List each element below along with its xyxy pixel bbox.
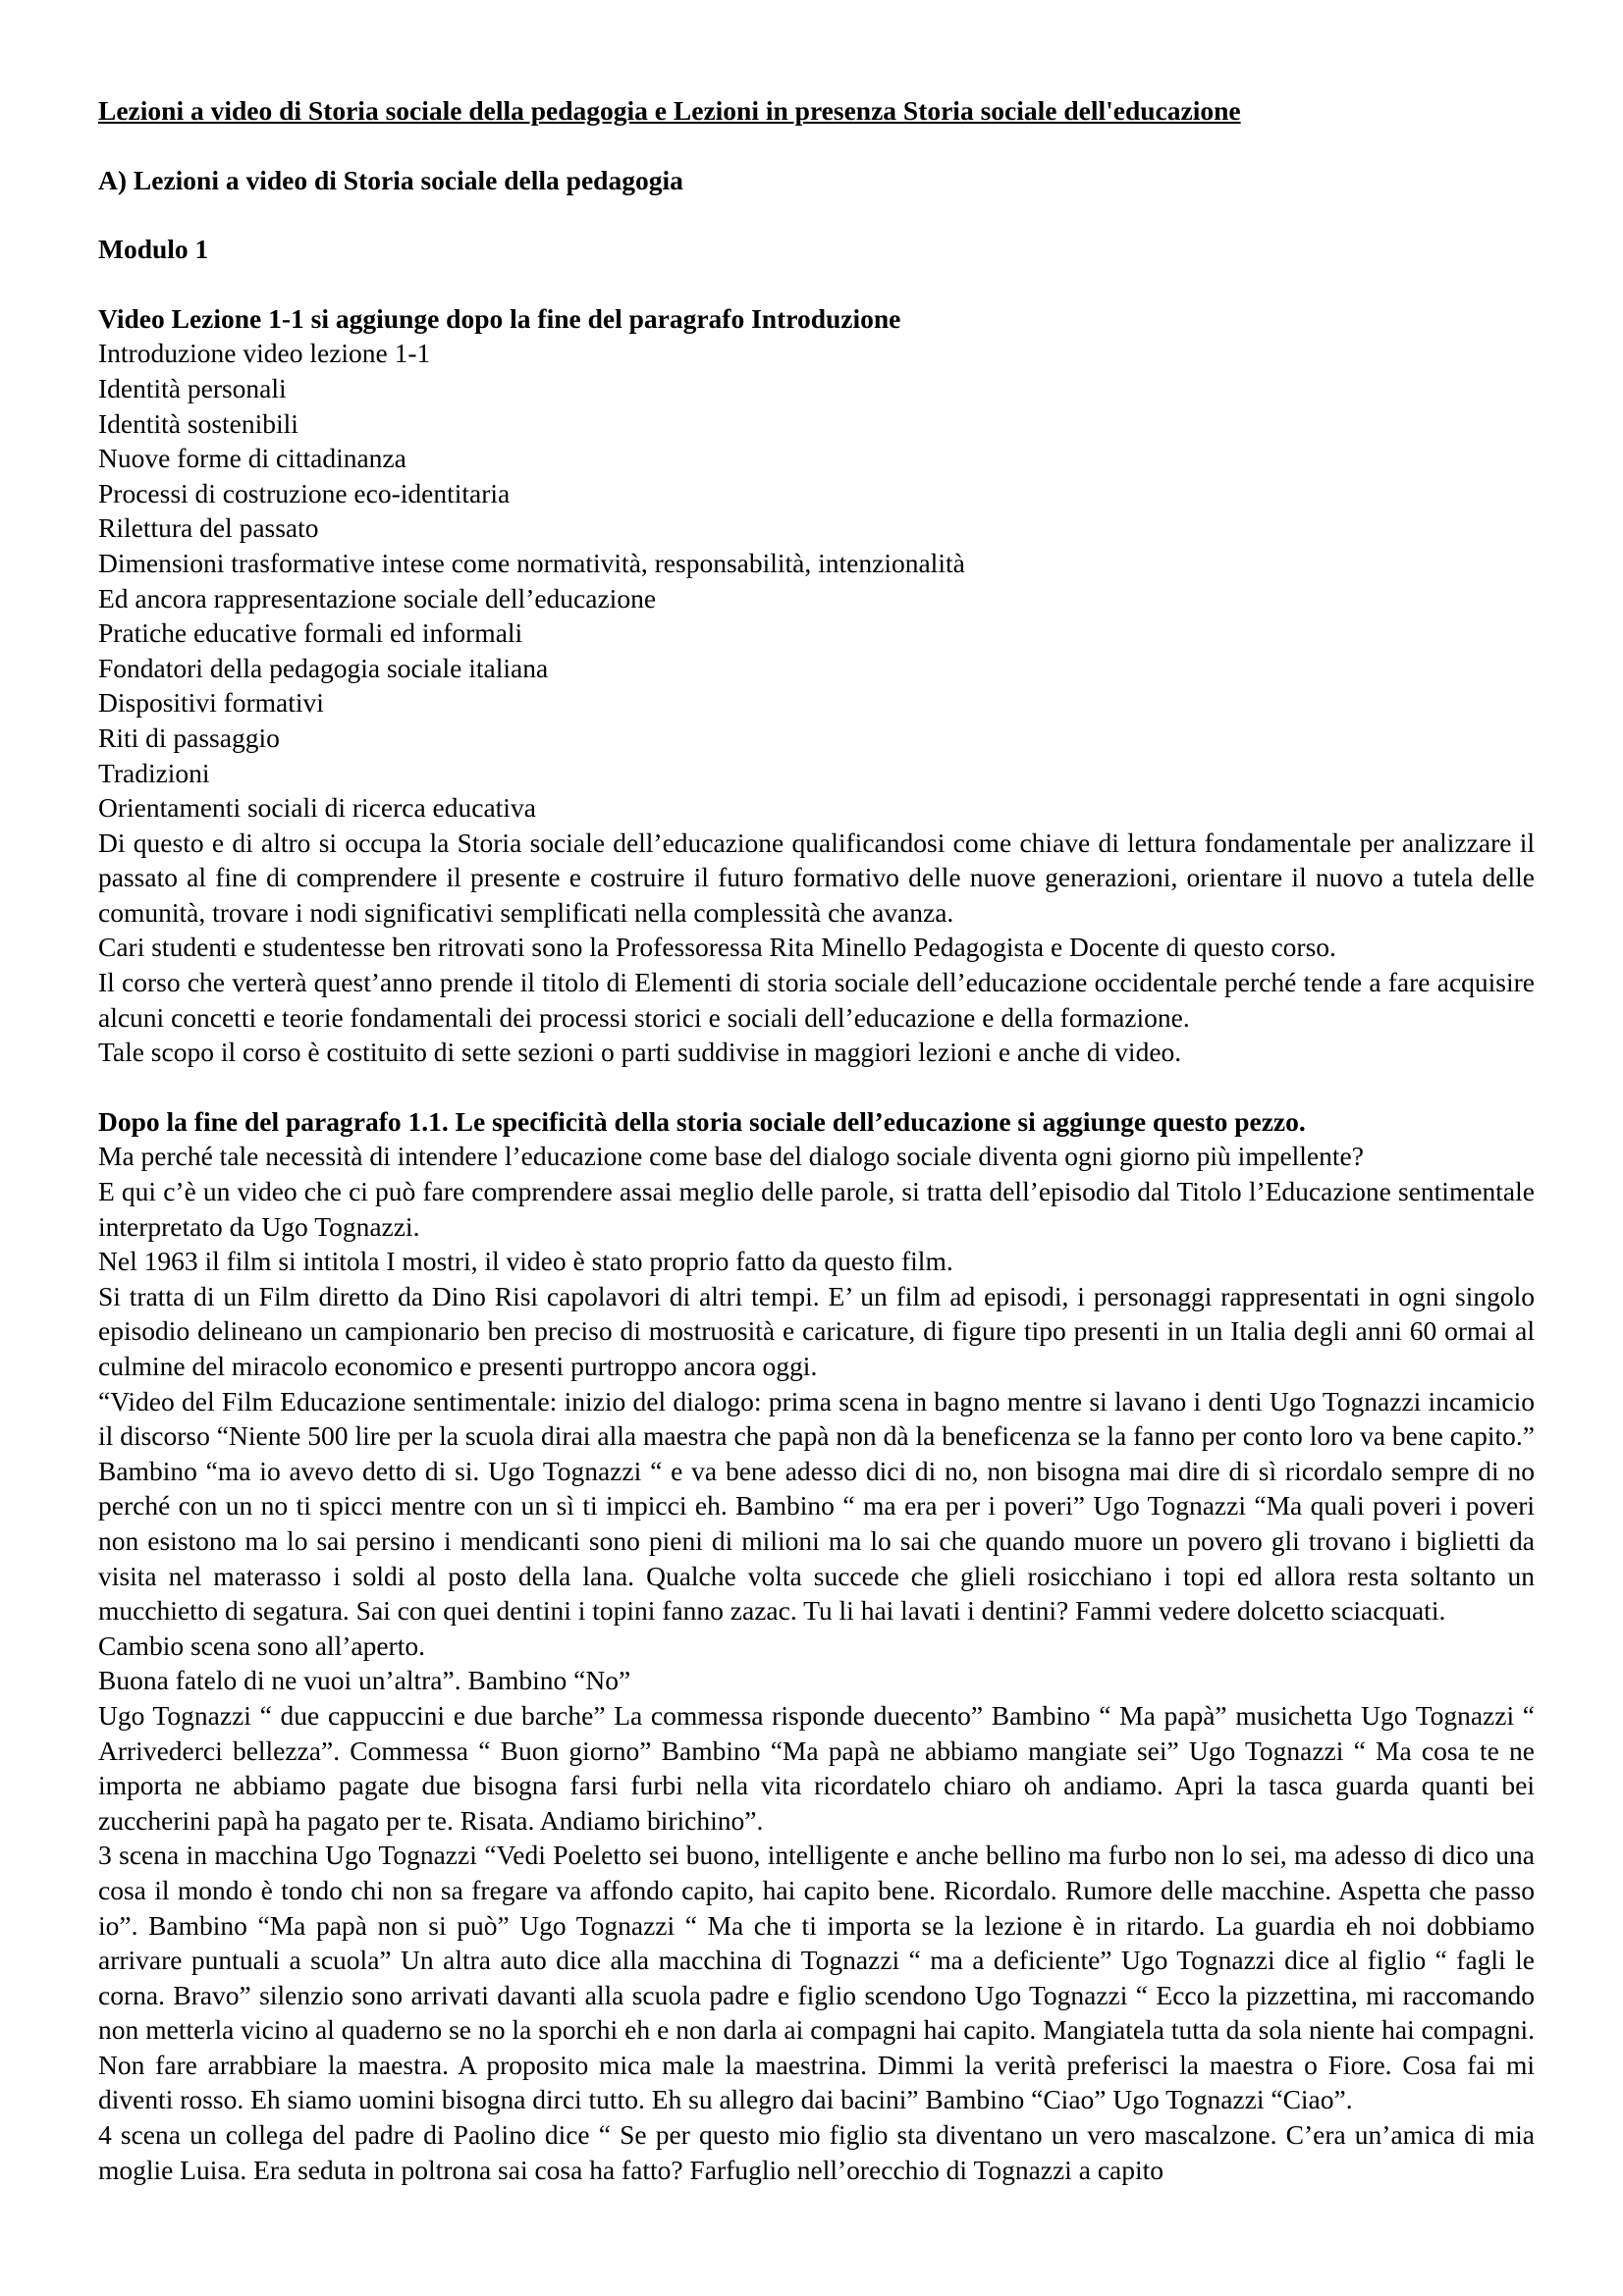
- paragraph: “Video del Film Educazione sentimentale: inizio del dialogo: prima scena in bagno mentre si lavano i denti Ugo Tognazzi incamicio il discorso “Niente 500 lire per la scuola dirai alla maestra che papà non dà la beneficenza se la fanno per conto loro va bene capito.” Bambino “ma io avevo detto di si. Ugo Tognazzi “ e va bene adesso dici di no, non bisogna mai dire di sì ricordalo sempre di no perché con un no ti spicci mentre con un sì ti impicci eh. Bambino “ ma era per i poveri” Ugo Tognazzi “Ma quali poveri i poveri non esistono ma lo sai persino i mendicanti sono pieni di milioni ma lo sai che quando muore un povero gli trovano i biglietti da visita nel materasso i soldi al posto della lana. Qualche volta succede che glieli rosicchiano i topi ed allora resta soltanto un mucchietto di segatura. Sai con quei dentini i topini fanno zazac. Tu li hai lavati i dentini? Fammi vedere dolcetto sciacquati.: [98, 1385, 1535, 1627]
- section-a-heading: A) Lezioni a video di Storia sociale della pedagogia: [98, 164, 683, 195]
- document-page: [98, 93, 1535, 2187]
- list-item: Tradizioni: [98, 757, 210, 788]
- list-item: Dimensioni trasformative intese come normatività, responsabilità, intenzionalità: [98, 547, 965, 578]
- list-item: Fondatori della pedagogia sociale italiana: [98, 652, 549, 683]
- paragraph: Si tratta di un Film diretto da Dino Risi capolavori di altri tempi. E’ un film ad episodi, i personaggi rappresentati in ogni singolo episodio delineano un campionario ben preciso di mostruosità e caricature, di figure tipo presenti in un Italia degli anni 60 ormai al culmine del miracolo economico e presenti purtroppo ancora oggi.: [98, 1280, 1535, 1381]
- paragraph: 3 scena in macchina Ugo Tognazzi “Vedi Poeletto sei buono, intelligente e anche bellino ma furbo non lo sei, ma adesso di dico una cosa il mondo è tondo chi non sa fregare va affondo capito, hai capito bene. Ricordalo. Rumore delle macchine. Aspetta che passo io”. Bambino “Ma papà non si può” Ugo Tognazzi “ Ma che ti importa se la lezione è in ritardo. La guardia eh noi dobbiamo arrivare puntuali a scuola” Un altra auto dice alla macchina di Tognazzi “ ma a deficiente” Ugo Tognazzi dice al figlio “ fagli le corna. Bravo” silenzio sono arrivati davanti alla scuola padre e figlio scendono Ugo Tognazzi “ Ecco la pizzettina, mi raccomando non metterla vicino al quaderno se no la sporchi eh e non darla ai compagni hai capito. Mangiatela tutta da sola niente hai compagni. Non fare arrabbiare la maestra. A proposito mica male la maestrina. Dimmi la verità preferisci la maestra o Fiore. Cosa fai mi diventi rosso. Eh siamo uomini bisogna dirci tutto. Eh su allegro dai bacini” Bambino “Ciao” Ugo Tognazzi “Ciao”.: [98, 1840, 1535, 2115]
- body-text: [98, 1139, 1535, 2187]
- list-item: Ed ancora rappresentazione sociale dell’educazione: [98, 582, 657, 614]
- topic-list: [98, 336, 1535, 825]
- paragraph: 4 scena un collega del padre di Paolino dice “ Se per questo mio figlio sta diventano un vero mascalzone. C’era un’amica di mia moglie Luisa. Era seduta in poltrona sai cosa ha fatto? Farfuglio nell’orecchio di Tognazzi a capito: [98, 2119, 1535, 2185]
- list-item: Riti di passaggio: [98, 721, 280, 753]
- paragraph: Nel 1963 il film si intitola I mostri, il video è stato proprio fatto da questo film.: [98, 1246, 953, 1277]
- paragraph-1-1-heading: Dopo la fine del paragrafo 1.1. Le specificità della storia sociale dell’educazione si aggiunge questo pezzo.: [98, 1105, 1306, 1137]
- paragraph: Ugo Tognazzi “ due cappuccini e due barche” La commessa risponde duecento” Bambino “ Ma papà” musichetta Ugo Tognazzi “ Arrivederci bellezza”. Commessa “ Buon giorno” Bambino “Ma papà ne abbiamo mangiate sei” Ugo Tognazzi “ Ma cosa te ne importa ne abbiamo pagate due bisogna farsi furbi nella vita ricordatelo chiaro oh andiamo. Apri la tasca guarda quanti bei zuccherini papà ha pagato per te. Risata. Andiamo birichino”.: [98, 1699, 1535, 1836]
- document-title: Lezioni a video di Storia sociale della pedagogia e Lezioni in presenza Storia sociale dell'educazione: [98, 95, 1241, 126]
- paragraph: E qui c’è un video che ci può fare comprendere assai meglio delle parole, si tratta dell’episodio dal Titolo l’Educazione sentimentale interpretato da Ugo Tognazzi.: [98, 1176, 1535, 1242]
- intro-text: [98, 826, 1535, 1070]
- paragraph: Tale scopo il corso è costituito di sette sezioni o parti suddivise in maggiori lezioni e anche di video.: [98, 1037, 1182, 1068]
- list-item: Dispositivi formativi: [98, 687, 324, 719]
- paragraph: Di questo e di altro si occupa la Storia sociale dell’educazione qualificandosi come chiave di lettura fondamentale per analizzare il passato al fine di comprendere il presente e costruire il futuro formativo delle nuove generazioni, orientare il nuovo a tutela delle comunità, trovare i nodi significativi semplificati nella complessità che avanza.: [98, 827, 1535, 928]
- video-lesson-heading: Video Lezione 1-1 si aggiunge dopo la fine del paragrafo Introduzione: [98, 302, 901, 334]
- list-item: Introduzione video lezione 1-1: [98, 338, 431, 369]
- list-item: Identità sostenibili: [98, 407, 298, 439]
- list-item: Rilettura del passato: [98, 512, 319, 544]
- paragraph: Il corso che verterà quest’anno prende il titolo di Elementi di storia sociale dell’educazione occidentale perché tende a fare acquisire alcuni concetti e teorie fondamentali dei processi storici e sociali dell’educazione e della formazione.: [98, 967, 1535, 1033]
- paragraph: Cari studenti e studentesse ben ritrovati sono la Professoressa Rita Minello Pedagogista e Docente di questo corso.: [98, 932, 1336, 963]
- list-item: Nuove forme di cittadinanza: [98, 443, 406, 474]
- paragraph: Buona fatelo di ne vuoi un’altra”. Bambino “No”: [98, 1665, 631, 1696]
- list-item: Processi di costruzione eco-identitaria: [98, 477, 511, 508]
- paragraph: Cambio scena sono all’aperto.: [98, 1629, 425, 1661]
- list-item: Pratiche educative formali ed informali: [98, 617, 523, 649]
- paragraph: Ma perché tale necessità di intendere l’educazione come base del dialogo sociale diventa ogni giorno più impellente?: [98, 1141, 1364, 1172]
- list-item: Orientamenti sociali di ricerca educativa: [98, 792, 536, 824]
- module-heading: Modulo 1: [98, 234, 209, 265]
- list-item: Identità personali: [98, 372, 287, 403]
- spacer: [98, 1070, 1535, 1104]
